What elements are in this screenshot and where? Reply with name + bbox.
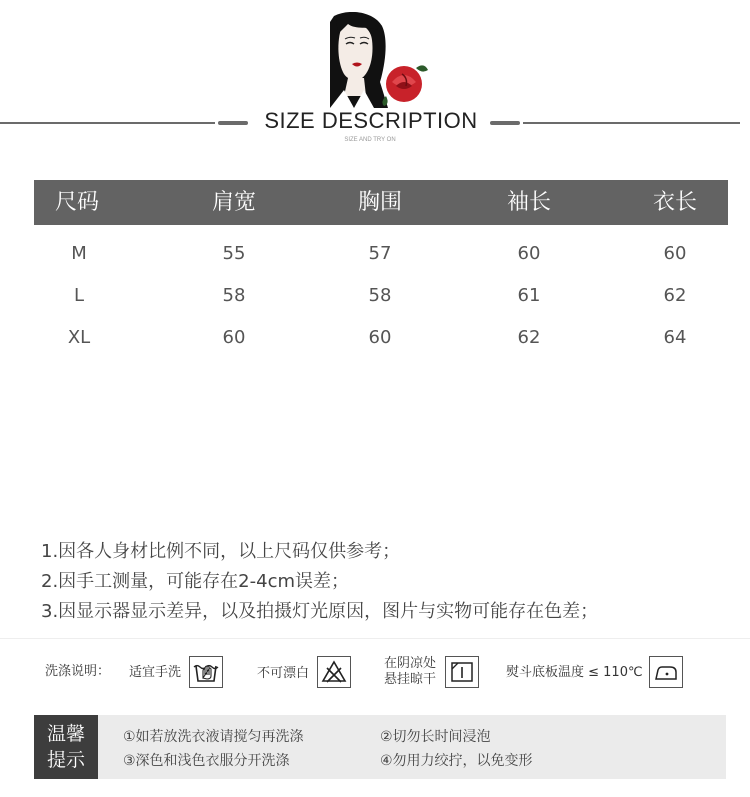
note-item: 3.因显示器显示差异，以及拍摄灯光原因，图片与实物可能存在色差； bbox=[41, 601, 599, 622]
table-cell: M bbox=[71, 243, 87, 264]
tip-item: ③深色和浅色衣服分开洗涤 bbox=[123, 753, 290, 769]
table-cell: 58 bbox=[368, 285, 392, 306]
header-pill-left bbox=[218, 121, 248, 125]
table-cell: 62 bbox=[663, 285, 687, 306]
washing-item-text bbox=[384, 656, 436, 688]
note-item: 2.因手工测量，可能存在2-4cm误差； bbox=[41, 571, 350, 592]
tip-item: ④勿用力绞拧，以免变形 bbox=[380, 753, 533, 769]
table-cell: 60 bbox=[368, 327, 392, 348]
page-title: SIZE DESCRIPTION bbox=[264, 108, 478, 133]
tip-item: ②切勿长时间浸泡 bbox=[380, 729, 491, 745]
col-header-size: 尺码 bbox=[54, 190, 99, 215]
table-row bbox=[0, 276, 750, 316]
table-cell: 60 bbox=[517, 243, 541, 264]
note-item: 1.因各人身材比例不同，以上尺码仅供参考； bbox=[41, 541, 401, 562]
table-cell: 62 bbox=[517, 327, 541, 348]
tip-item: ①如若放洗衣液请搅匀再洗涤 bbox=[123, 729, 304, 745]
table-cell: 61 bbox=[517, 285, 541, 306]
hand-wash-icon bbox=[189, 656, 223, 688]
tips-label-line: 提示 bbox=[46, 749, 85, 771]
header-line-right bbox=[523, 122, 740, 124]
no-bleach-icon bbox=[317, 656, 351, 688]
col-header-shoulder: 肩宽 bbox=[211, 190, 256, 215]
portrait-illustration bbox=[330, 12, 430, 108]
table-cell: 60 bbox=[222, 327, 246, 348]
table-cell: 58 bbox=[222, 285, 246, 306]
table-row bbox=[0, 318, 750, 358]
header-pill-right bbox=[490, 121, 520, 125]
hang-dry-shade-icon bbox=[445, 656, 479, 688]
table-cell: 57 bbox=[368, 243, 392, 264]
page-subtitle: SIZE AND TRY ON bbox=[344, 137, 396, 143]
col-header-chest: 胸围 bbox=[357, 190, 402, 215]
table-cell: 64 bbox=[663, 327, 687, 348]
col-header-length: 衣长 bbox=[652, 190, 697, 215]
washing-item-text: 适宜手洗 bbox=[129, 665, 182, 680]
washing-item-line: 在阴凉处 bbox=[384, 656, 437, 671]
divider bbox=[0, 638, 750, 639]
washing-item-text: 熨斗底板温度 ≤ 110℃ bbox=[506, 665, 643, 680]
header-line-left bbox=[0, 122, 215, 124]
col-header-sleeve: 袖长 bbox=[506, 190, 551, 215]
tips-label-line: 温馨 bbox=[46, 723, 85, 745]
size-table-header bbox=[34, 180, 728, 225]
tips-label bbox=[34, 715, 98, 779]
table-cell: XL bbox=[67, 327, 91, 348]
washing-label: 洗涤说明： bbox=[45, 664, 111, 679]
washing-item-text: 不可漂白 bbox=[257, 666, 310, 681]
table-row bbox=[0, 234, 750, 274]
table-cell: 55 bbox=[222, 243, 246, 264]
washing-item-line: 悬挂晾干 bbox=[384, 672, 437, 687]
table-cell: 60 bbox=[663, 243, 687, 264]
iron-low-icon bbox=[649, 656, 683, 688]
table-cell: L bbox=[73, 285, 85, 306]
rose-icon bbox=[382, 65, 428, 106]
